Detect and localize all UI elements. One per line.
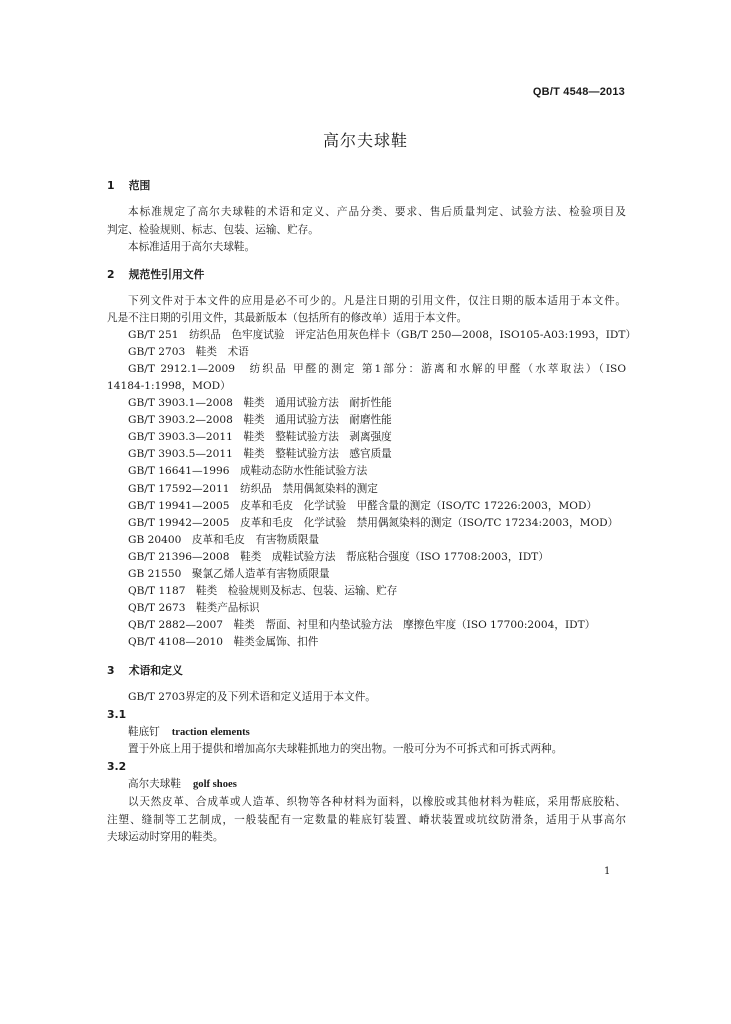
reference-item: GB 21550 聚氯乙烯人造革有害物质限量	[128, 568, 330, 580]
term-name	[128, 727, 250, 739]
reference-item: GB/T 3903.5—2011 鞋类 整鞋试验方法 感官质量	[128, 448, 392, 460]
term-name-en: golf shoes	[192, 779, 237, 790]
term-definition-line: 以天然皮革、合成革或人造革、织物等各种材料为面料，以橡胶或其他材料为鞋底，采用帮底胶粘、	[128, 796, 626, 808]
reference-item: GB/T 251 纺织品 色牢度试验 评定沾色用灰色样卡（GB/T 250—2008，ISO105-A03:1993，IDT）	[128, 329, 637, 341]
section-title: 规范性引用文件	[128, 268, 205, 281]
reference-item: GB/T 2703 鞋类 术语	[128, 346, 249, 358]
reference-item: GB/T 3903.2—2008 鞋类 通用试验方法 耐磨性能	[128, 414, 392, 426]
references-intro-line: 下列文件对于本文件的应用是必不可少的。凡是注日期的引用文件，仅注日期的版本适用于本文件。	[128, 295, 626, 307]
section-number: 3	[107, 664, 115, 677]
reference-item: GB/T 3903.1—2008 鞋类 通用试验方法 耐折性能	[128, 397, 392, 409]
term-name	[128, 779, 237, 791]
section-2-heading	[107, 270, 204, 281]
term-definition-line: 注塑、缝制等工艺制成，一般装配有一定数量的鞋底钉装置、嵴状装置或坑纹防滑条，适用于从事高尔	[107, 814, 626, 826]
reference-item: QB/T 2673 鞋类产品标识	[128, 602, 260, 614]
section-title: 范围	[128, 179, 151, 192]
section-title: 术语和定义	[128, 664, 183, 677]
reference-item: QB/T 4108—2010 鞋类金属饰、扣件	[128, 636, 319, 648]
terms-intro: GB/T 2703界定的及下列术语和定义适用于本文件。	[128, 691, 376, 703]
reference-item: GB/T 19942—2005 皮革和毛皮 化学试验 禁用偶氮染料的测定（ISO/TC 17234:2003，MOD）	[128, 517, 619, 529]
section-number: 2	[107, 268, 115, 281]
reference-item: GB/T 3903.3—2011 鞋类 整鞋试验方法 剥离强度	[128, 431, 392, 443]
reference-item: GB/T 19941—2005 皮革和毛皮 化学试验 甲醛含量的测定（ISO/TC 17226:2003，MOD）	[128, 500, 598, 512]
term-number: 3.2	[107, 760, 127, 773]
reference-item: GB/T 16641—1996 成鞋动态防水性能试验方法	[128, 465, 368, 477]
reference-item-continuation: 14184-1:1998，MOD）	[107, 380, 231, 392]
term-definition-line: 夫球运动时穿用的鞋类。	[107, 831, 224, 843]
scope-paragraph: 本标准适用于高尔夫球鞋。	[128, 241, 256, 253]
reference-item: GB/T 21396—2008 鞋类 成鞋试验方法 帮底粘合强度（ISO 17708:2003，IDT）	[128, 551, 549, 563]
document-title: 高尔夫球鞋	[322, 131, 408, 150]
term-name-cn: 高尔夫球鞋	[128, 778, 181, 790]
reference-item: QB/T 2882—2007 鞋类 帮面、衬里和内垫试验方法 摩擦色牢度（ISO 17700:2004，IDT）	[128, 619, 596, 631]
term-name-cn: 鞋底钉	[128, 726, 160, 738]
scope-paragraph-line: 本标准规定了高尔夫球鞋的术语和定义、产品分类、要求、售后质量判定、试验方法、检验项目及	[128, 206, 626, 218]
term-definition-line: 置于外底上用于提供和增加高尔夫球鞋抓地力的突出物。一般可分为不可拆式和可拆式两种。	[128, 743, 563, 755]
page-number: 1	[604, 866, 611, 877]
references-intro-line: 凡是不注日期的引用文件，其最新版本（包括所有的修改单）适用于本文件。	[107, 312, 468, 324]
reference-item: GB/T 2912.1—2009 纺织品 甲醛的测定 第1部分：游离和水解的甲醛（水萃取法）（ISO	[128, 363, 626, 375]
reference-item: QB/T 1187 鞋类 检验规则及标志、包装、运输、贮存	[128, 585, 398, 597]
term-number: 3.1	[107, 708, 127, 721]
section-3-heading	[107, 666, 183, 677]
scope-paragraph-line: 判定、检验规则、标志、包装、运输、贮存。	[107, 224, 319, 236]
term-name-en: traction elements	[171, 727, 250, 738]
reference-item: GB 20400 皮革和毛皮 有害物质限量	[128, 534, 320, 546]
section-number: 1	[107, 179, 115, 192]
section-1-heading	[107, 181, 150, 192]
standard-code: QB/T 4548—2013	[532, 86, 625, 98]
reference-item: GB/T 17592—2011 纺织品 禁用偶氮染料的测定	[128, 483, 378, 495]
